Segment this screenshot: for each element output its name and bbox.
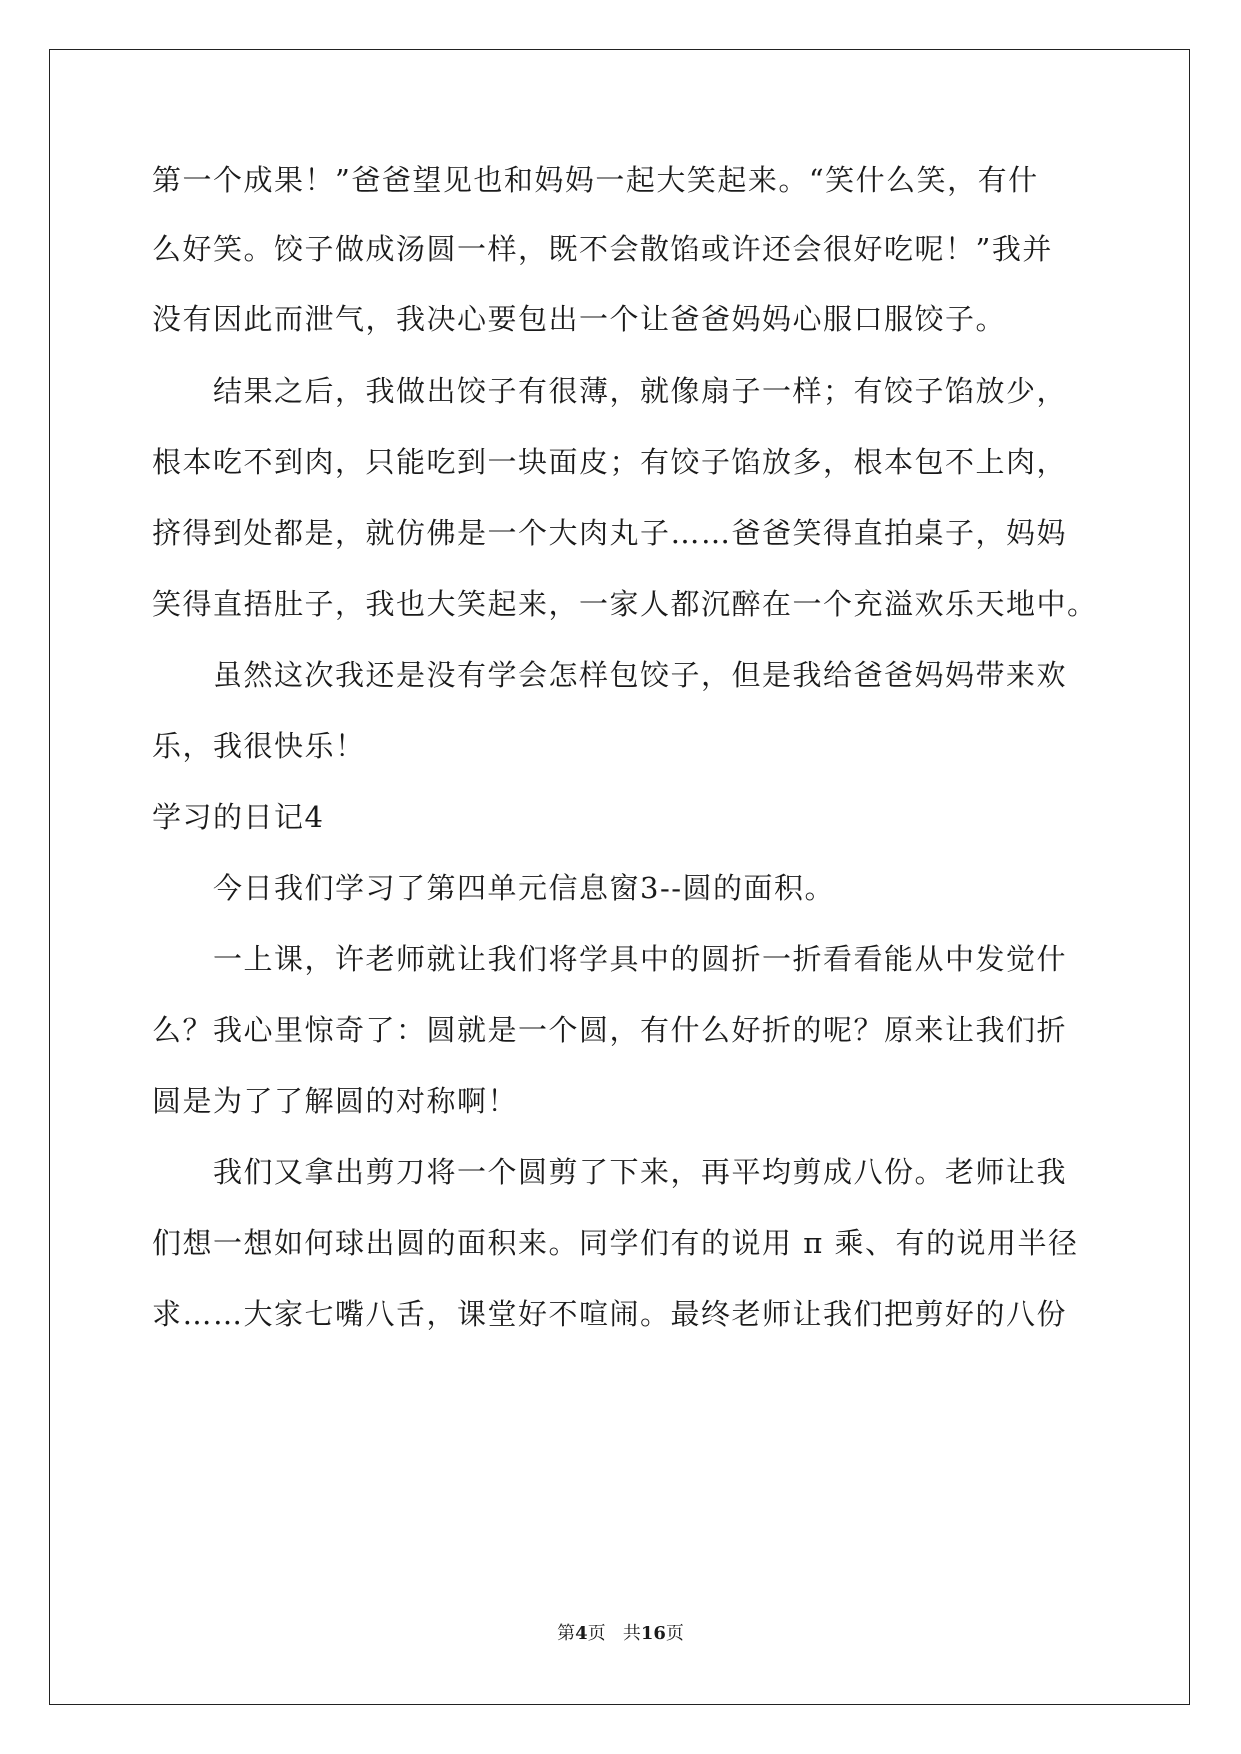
footer-total-suffix: 页: [665, 1623, 684, 1644]
text-line: 没有因此而泄气，我决心要包出一个让爸爸妈妈心服口服饺子。: [152, 302, 1007, 336]
text-line: 们想一想如何球出圆的面积来。同学们有的说用 π 乘、有的说用半径: [152, 1226, 1079, 1260]
text-line: 求……大家七嘴八舌，课堂好不喧闹。最终老师让我们把剪好的八份: [152, 1297, 1068, 1331]
text-line: 我们又拿出剪刀将一个圆剪了下来，再平均剪成八份。老师让我: [213, 1155, 1068, 1189]
footer-total-prefix: 共: [622, 1623, 641, 1644]
page-footer: [0, 1622, 1241, 1646]
footer-page-number: 4: [575, 1623, 588, 1644]
footer-total-pages: 16: [640, 1623, 666, 1644]
text-line: 么好笑。饺子做成汤圆一样，既不会散馅或许还会很好吃呢！”我并: [152, 232, 1053, 266]
text-line: 一上课，许老师就让我们将学具中的圆折一折看看能从中发觉什: [213, 942, 1068, 976]
section-heading: 学习的日记4: [152, 800, 325, 834]
text-line: 结果之后，我做出饺子有很薄，就像扇子一样；有饺子馅放少，: [213, 374, 1068, 408]
text-line: 乐，我很快乐！: [152, 729, 366, 763]
text-line: 么？我心里惊奇了：圆就是一个圆，有什么好折的呢？原来让我们折: [152, 1013, 1068, 1047]
text-line: 第一个成果！”爸爸望见也和妈妈一起大笑起来。“笑什么笑，有什: [152, 163, 1039, 197]
text-line: 虽然这次我还是没有学会怎样包饺子，但是我给爸爸妈妈带来欢: [213, 658, 1068, 692]
footer-page-suffix: 页: [587, 1623, 606, 1644]
text-line: 今日我们学习了第四单元信息窗3--圆的面积。: [213, 871, 836, 905]
text-line: 圆是为了了解圆的对称啊！: [152, 1084, 519, 1118]
text-line: 挤得到处都是，就仿佛是一个大肉丸子……爸爸笑得直拍桌子，妈妈: [152, 516, 1068, 550]
text-line: 笑得直捂肚子，我也大笑起来，一家人都沉醉在一个充溢欢乐天地中。: [152, 587, 1098, 621]
footer-page-prefix: 第: [557, 1623, 576, 1644]
text-line: 根本吃不到肉，只能吃到一块面皮；有饺子馅放多，根本包不上肉，: [152, 445, 1068, 479]
